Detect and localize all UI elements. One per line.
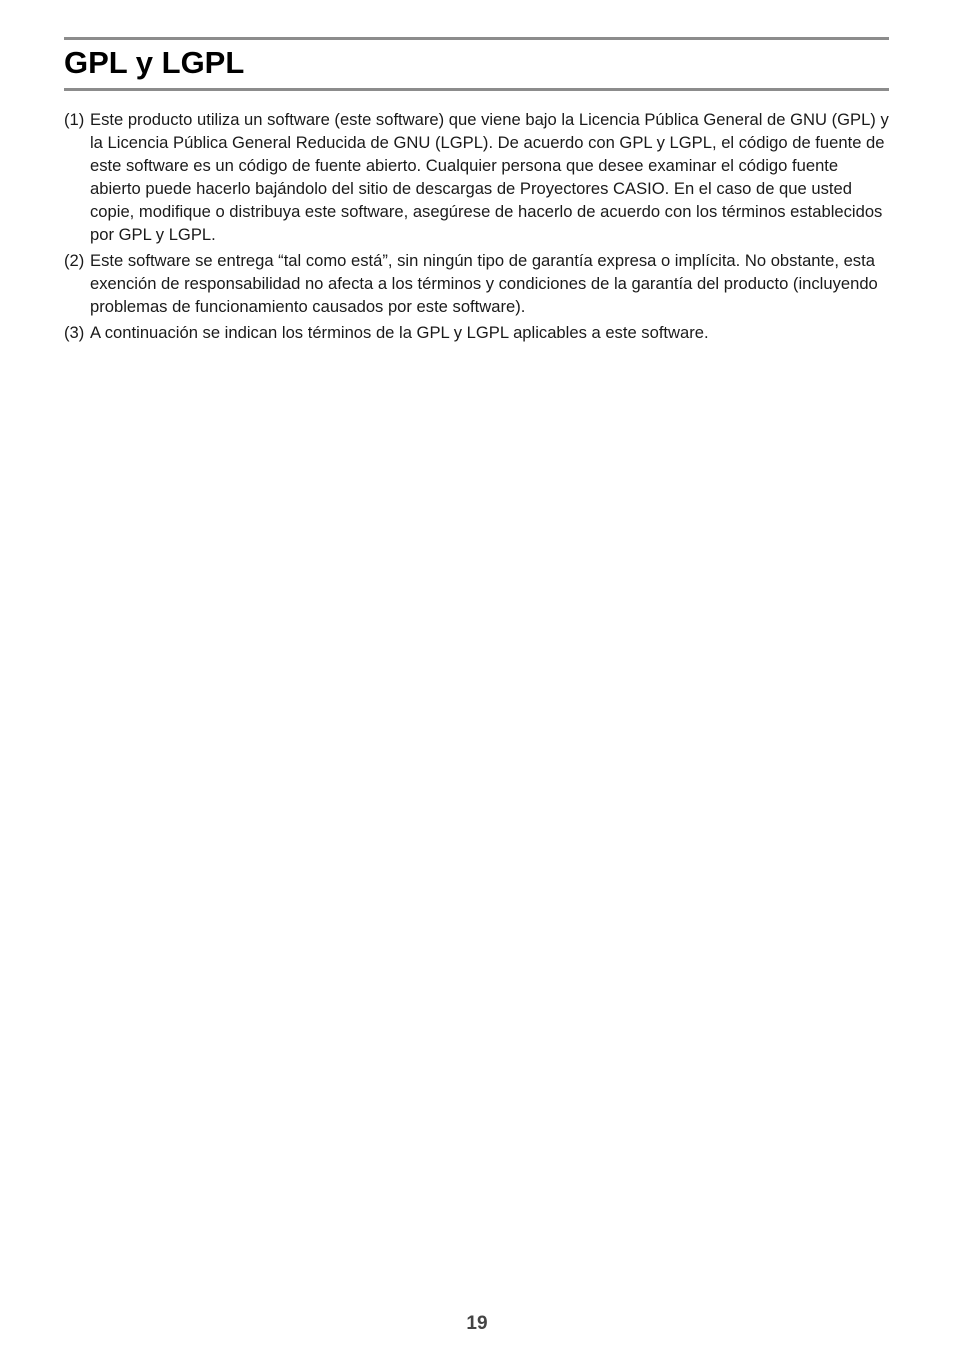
list-item-text: Este software se entrega “tal como está”, sin ningún tipo de garantía expresa o implícita. No obstante, esta exención de responsabilidad no afecta a los términos y condiciones de la garantía del producto (incluyendo problemas de funcionamiento causados por este software). — [90, 251, 878, 316]
list-item-number: (2) — [64, 251, 85, 270]
page-title: GPL y LGPL — [64, 45, 245, 80]
page-number: 19 — [466, 1313, 488, 1334]
title-rule-bottom — [64, 88, 889, 91]
title-rule-top — [64, 37, 889, 40]
list-item-number: (1) — [64, 110, 85, 129]
list-item — [64, 321, 889, 344]
numbered-list — [64, 108, 889, 347]
list-item-text: Este producto utiliza un software (este software) que viene bajo la Licencia Pública General de GNU (GPL) y la Licencia Pública General Reducida de GNU (LGPL). De acuerdo con GPL y LGPL, el código de fuente de este software es un código de fuente abierto. Cualquier persona que desee examinar el código fuente abierto puede hacerlo bajándolo del sitio de descargas de Proyectores CASIO. En el caso de que usted copie, modifique o distribuya este software, asegúrese de hacerlo de acuerdo con los términos establecidos por GPL y LGPL. — [90, 110, 889, 244]
list-item-number: (3) — [64, 323, 85, 342]
list-item — [64, 108, 889, 246]
list-item — [64, 249, 889, 318]
list-item-text: A continuación se indican los términos de la GPL y LGPL aplicables a este software. — [90, 323, 709, 342]
